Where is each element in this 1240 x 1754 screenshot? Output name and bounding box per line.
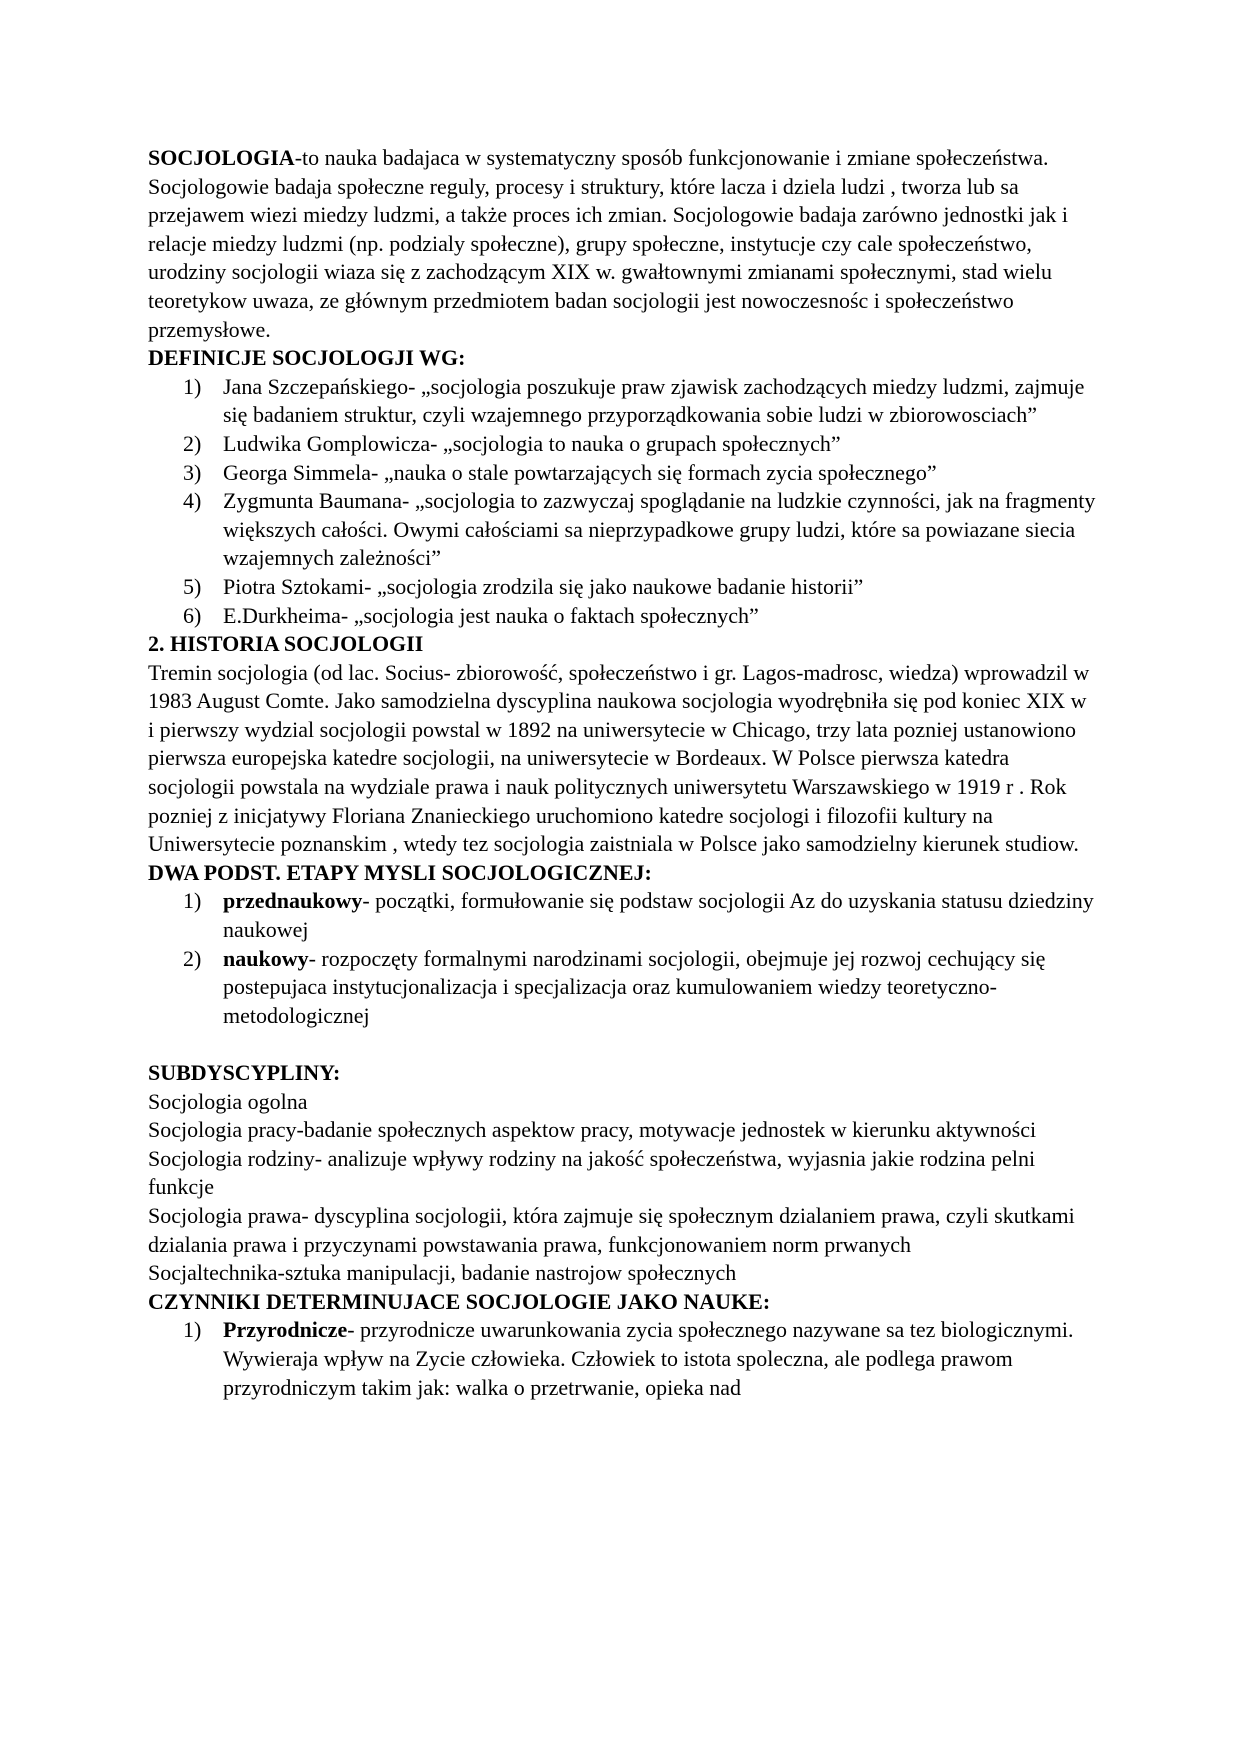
intro-text: -to nauka badajaca w systematyczny sposób funkcjonowanie i zmiane społeczeństwa. Socjologowie badaja społeczne reguly, procesy i struktury, które lacza i dziela ludzi , tworza lub sa przejawem wiezi miedzy ludzmi, a także proces ich zmian. Socjologowie badaja zarówno jednostki jak i relacje miedzy ludzmi (np. podzialy społeczne), grupy społeczne, instytucje czy cale społeczeństwo, urodziny socjologii wiaza się z zachodzącym XIX w. gwałtownymi zmianami społecznymi, stad wielu teoretykow uwaza, ze głównym przedmiotem badan socjologii jest nowoczesnośc i społeczeństwo przemysłowe.	[148, 145, 1069, 342]
list-item	[148, 459, 1098, 488]
document-page	[148, 144, 1098, 1402]
list-item-text: E.Durkheima- „socjologia jest nauka o faktach społecznych”	[223, 602, 759, 628]
list-item-term: naukowy	[223, 945, 309, 971]
subdiscipline-line: Socjologia pracy-badanie społecznych aspektow pracy, motywacje jednostek w kierunku aktywności	[148, 1117, 1037, 1143]
subdiscipline-line: Socjologia rodziny- analizuje wpływy rodziny na jakość społeczeństwa, wyjasnia jakie rodzina pelni funkcje	[148, 1145, 1036, 1200]
subdisciplines-heading: SUBDYSCYPLINY:	[148, 1060, 341, 1085]
factors-heading: CZYNNIKI DETERMINUJACE SOCJOLOGIE JAKO NAUKE:	[148, 1288, 771, 1314]
list-number: 4)	[183, 488, 202, 514]
stages-list	[148, 887, 1098, 1030]
list-item-text: - przyrodnicze uwarunkowania zycia społecznego nazywane sa tez biologicznymi. Wywieraja wpływ na Zycie człowieka. Człowiek to istota spoleczna, ale podlega prawom przyrodniczym takim jak: walka o przetrwanie, opieka nad	[223, 1317, 1074, 1400]
list-number: 6)	[183, 602, 202, 628]
history-heading: 2. HISTORIA SOCJOLOGII	[148, 631, 424, 657]
list-number: 1)	[183, 888, 202, 914]
list-number: 1)	[183, 373, 202, 399]
list-item-text: Ludwika Gomplowicza- „socjologia to nauka o grupach społecznych”	[223, 430, 841, 456]
list-item	[148, 487, 1098, 573]
factors-list	[148, 1316, 1098, 1402]
list-item-text: - początki, formułowanie się podstaw socjologii Az do uzyskania statusu dziedziny naukowej	[223, 888, 1094, 943]
list-number: 5)	[183, 573, 202, 599]
list-number: 2)	[183, 430, 202, 456]
list-item	[148, 887, 1098, 944]
list-number: 2)	[183, 945, 202, 971]
list-item	[148, 945, 1098, 1031]
list-item	[148, 1316, 1098, 1402]
history-paragraph: Tremin socjologia (od lac. Socius- zbiorowość, społeczeństwo i gr. Lagos-madrosc, wiedza) wprowadzil w 1983 August Comte. Jako samodzielna dyscyplina naukowa socjologia wyodrębniła się pod koniec XIX w i pierwszy wydzial socjologii powstal w 1892 na uniwersytecie w Chicago, trzy lata pozniej ustanowiono pierwsza europejska katedre socjologii, na uniwersytecie w Bordeaux. W Polsce pierwsza katedra socjologii powstala na wydziale prawa i nauk politycznych uniwersytetu Warszawskiego w 1919 r . Rok pozniej z inicjatywy Floriana Znanieckiego uruchomiono katedre socjologi i filozofii kultury na Uniwersytecie poznanskim , wtedy tez socjologia zaistniala w Polsce jako samodzielny kierunek studiow.	[148, 659, 1090, 857]
list-item	[148, 430, 1098, 459]
list-number: 3)	[183, 459, 202, 485]
stages-heading: DWA PODST. ETAPY MYSLI SOCJOLOGICZNEJ:	[148, 859, 652, 885]
intro-paragraph	[148, 144, 1098, 344]
list-number: 1)	[183, 1317, 202, 1343]
list-item-text: Jana Szczepańskiego- „socjologia poszukuje praw zjawisk zachodzących miedzy ludzmi, zajmuje się badaniem struktur, czyli wzajemnego przyporządkowania sobie ludzi w zbiorowosciach”	[223, 373, 1085, 428]
list-item	[148, 573, 1098, 602]
list-item-text: Zygmunta Baumana- „socjologia to zazwyczaj spoglądanie na ludzkie czynności, jak na fragmenty większych całości. Owymi całościami sa nieprzypadkowe grupy ludzi, które sa powiazane siecia wzajemnych zależności”	[223, 488, 1096, 571]
subdiscipline-line: Socjaltechnika-sztuka manipulacji, badanie nastrojow społecznych	[148, 1260, 737, 1286]
intro-term: SOCJOLOGIA	[148, 145, 295, 170]
subdiscipline-line: Socjologia ogolna	[148, 1088, 308, 1114]
list-item	[148, 602, 1098, 631]
list-item-text: Georga Simmela- „nauka o stale powtarzających się formach zycia społecznego”	[223, 459, 937, 485]
subdiscipline-line: Socjologia prawa- dyscyplina socjologii, która zajmuje się społecznym dzialaniem prawa, czyli skutkami dzialania prawa i przyczynami powstawania prawa, funkcjonowaniem norm prwanych	[148, 1202, 1075, 1257]
definitions-list	[148, 373, 1098, 630]
definitions-heading: DEFINICJE SOCJOLOGJI WG:	[148, 345, 466, 371]
list-item-term: Przyrodnicze	[223, 1317, 348, 1343]
list-item-term: przednaukowy	[223, 888, 363, 914]
blank-line	[148, 1030, 1098, 1059]
list-item-text: - rozpoczęty formalnymi narodzinami socjologii, obejmuje jej rozwoj cechujący się postepujaca instytucjonalizacja i specjalizacja oraz kumulowaniem wiedzy teoretyczno-metodologicznej	[223, 945, 1046, 1028]
list-item	[148, 373, 1098, 430]
list-item-text: Piotra Sztokami- „socjologia zrodzila się jako naukowe badanie historii”	[223, 573, 864, 599]
